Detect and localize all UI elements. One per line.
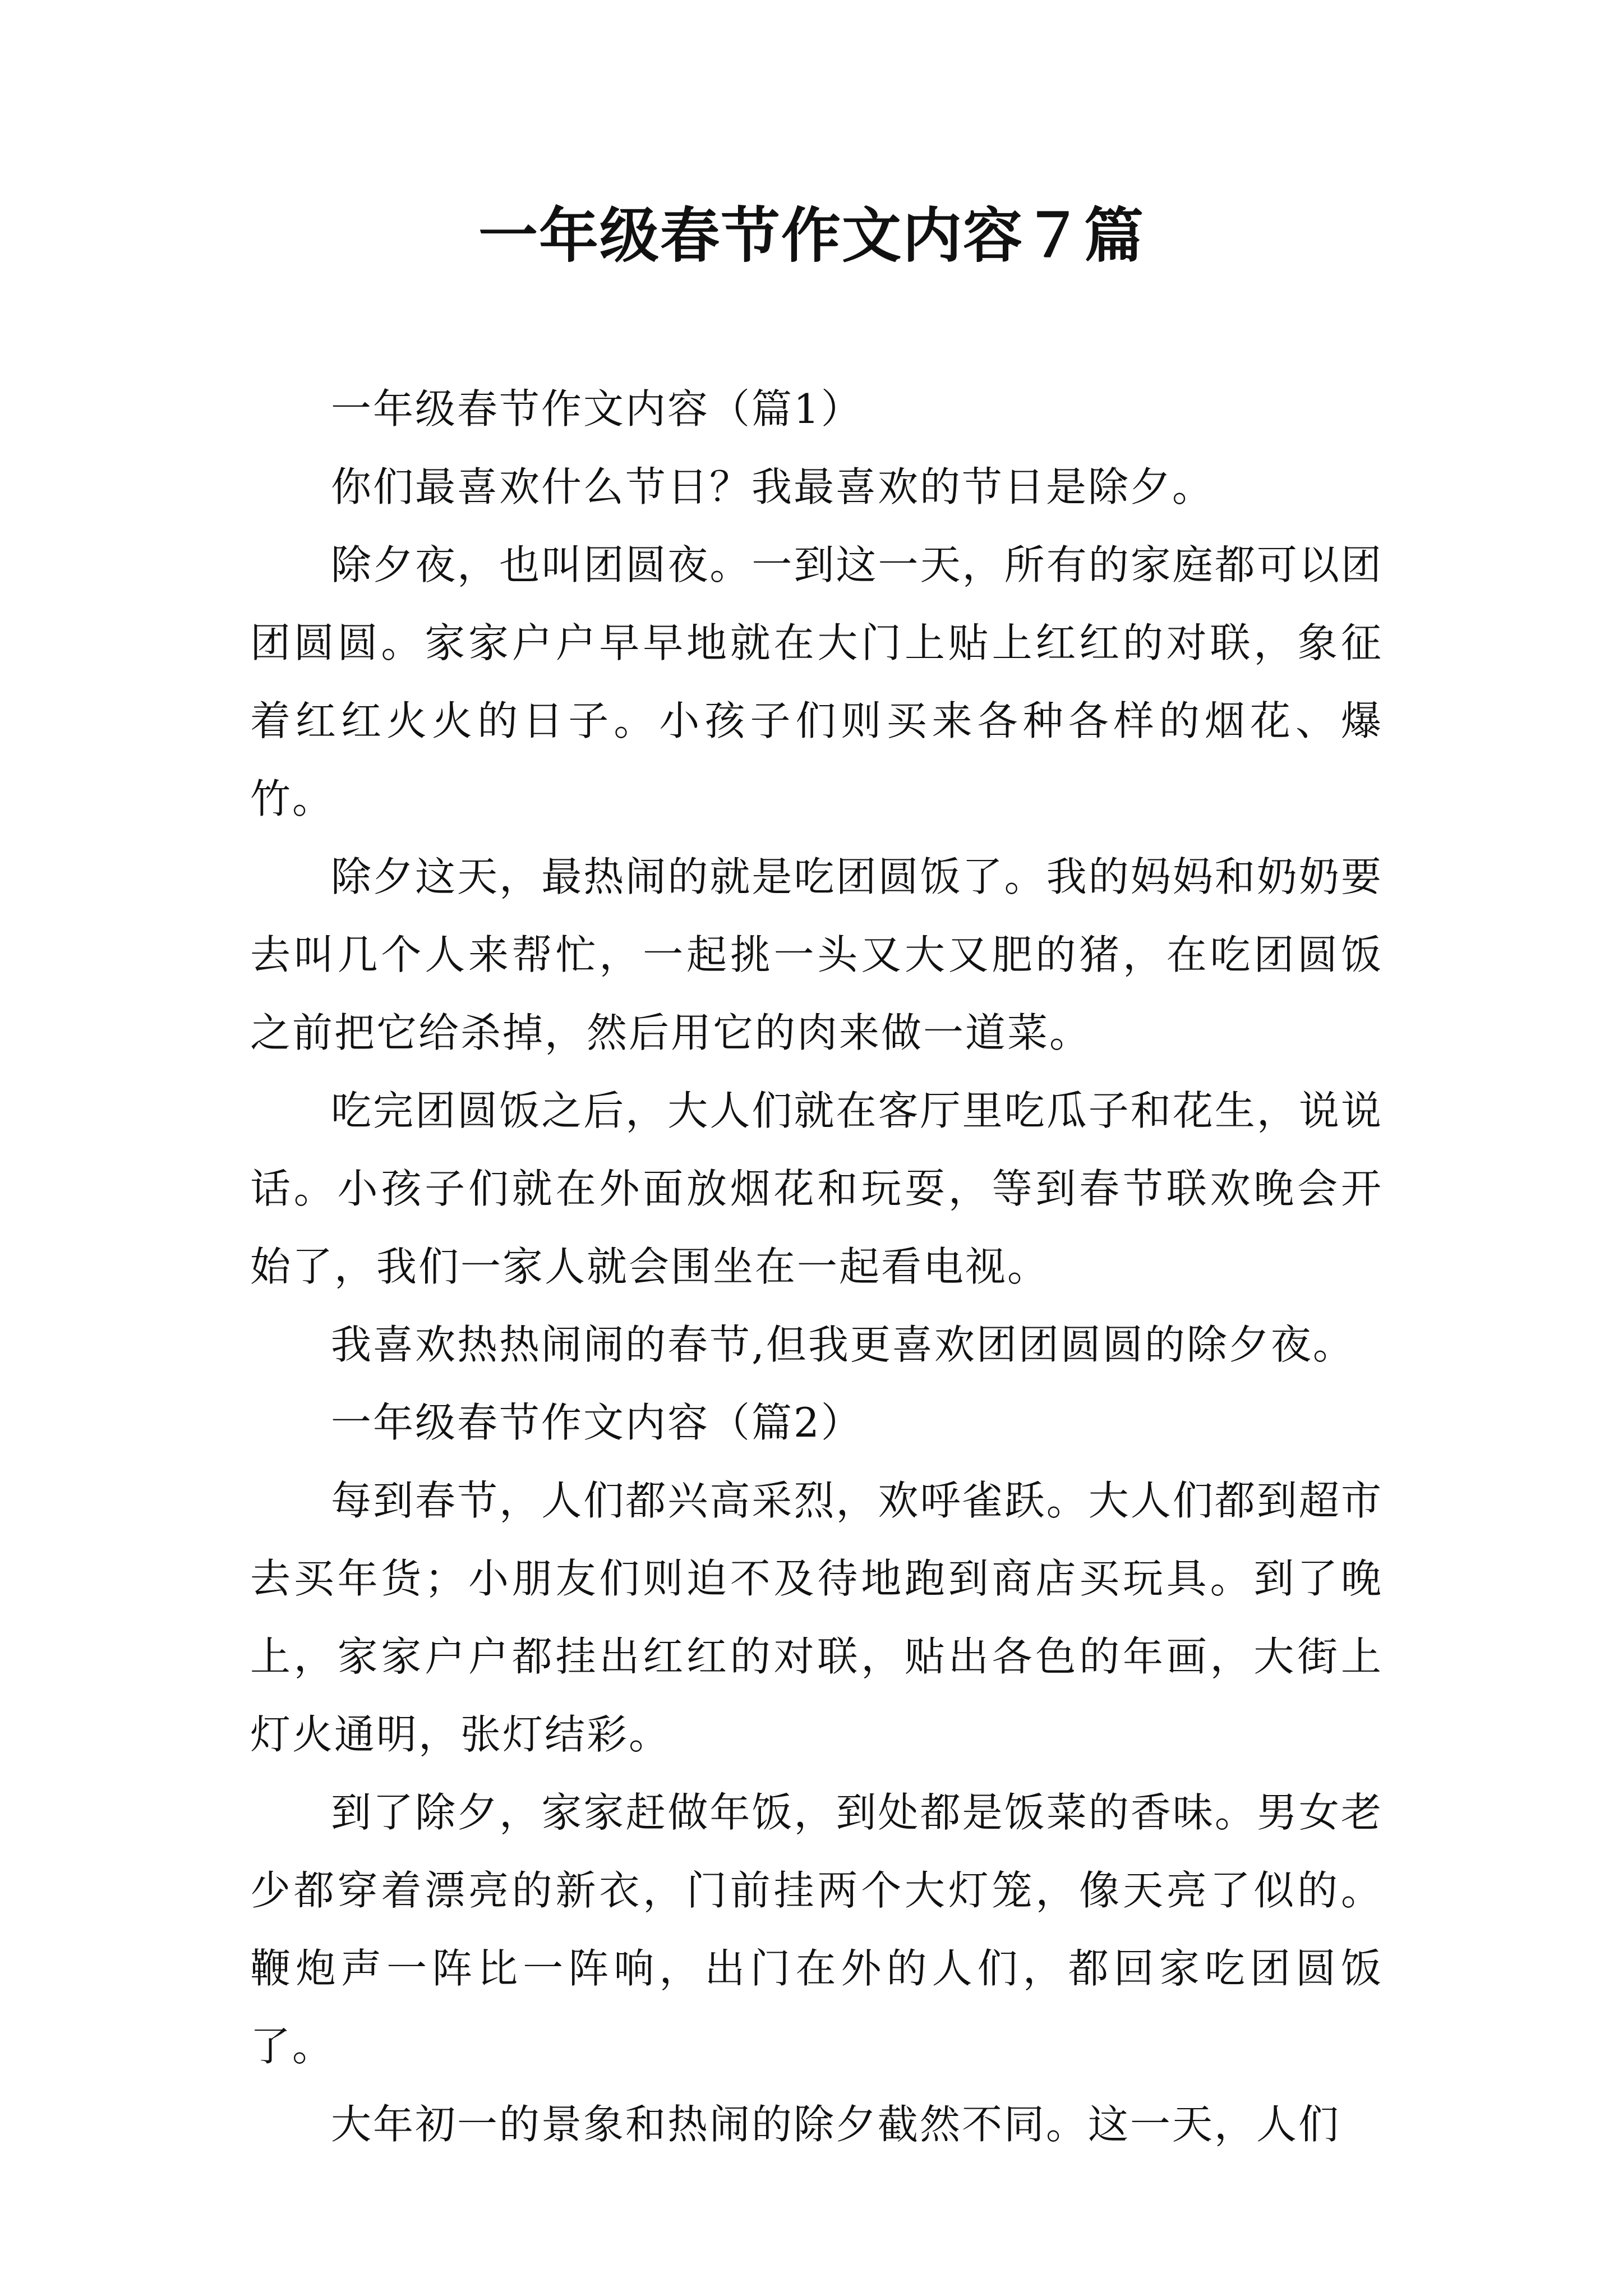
section-heading-1: 一年级春节作文内容（篇1） <box>331 385 863 432</box>
document-body <box>250 370 1383 2164</box>
document-title: 一年级春节作文内容７篇 <box>478 200 1145 270</box>
paragraph: 你们最喜欢什么节日？我最喜欢的节日是除夕。 <box>331 463 1215 510</box>
section-heading-2: 一年级春节作文内容（篇2） <box>331 1399 863 1446</box>
paragraph: 大年初一的景象和热闹的除夕截然不同。这一天，人们 <box>331 2101 1341 2148</box>
paragraph: 除夕这天，最热闹的就是吃团圆饭了。我的妈妈和奶奶要去叫几个人来帮忙，一起挑一头又大又肥的猪，在吃团圆饭之前把它给杀掉，然后用它的肉来做一道菜。 <box>250 853 1383 1056</box>
paragraph: 我喜欢热热闹闹的春节,但我更喜欢团团圆圆的除夕夜。 <box>331 1321 1355 1368</box>
paragraph: 吃完团圆饭之后，大人们就在客厅里吃瓜子和花生，说说话。小孩子们就在外面放烟花和玩耍，等到春节联欢晚会开始了，我们一家人就会围坐在一起看电视。 <box>250 1087 1383 1290</box>
paragraph: 到了除夕，家家赶做年饭，到处都是饭菜的香味。男女老少都穿着漂亮的新衣，门前挂两个大灯笼，像天亮了似的。鞭炮声一阵比一阵响，出门在外的人们，都回家吃团圆饭了。 <box>250 1789 1383 2070</box>
paragraph: 每到春节，人们都兴高采烈，欢呼雀跃。大人们都到超市去买年货；小朋友们则迫不及待地跑到商店买玩具。到了晚上，家家户户都挂出红红的对联，贴出各色的年画，大街上灯火通明，张灯结彩。 <box>250 1477 1383 1758</box>
paragraph: 除夕夜，也叫团圆夜。一到这一天，所有的家庭都可以团团圆圆。家家户户早早地就在大门上贴上红红的对联，象征着红红火火的日子。小孩子们则买来各种各样的烟花、爆竹。 <box>250 541 1383 822</box>
